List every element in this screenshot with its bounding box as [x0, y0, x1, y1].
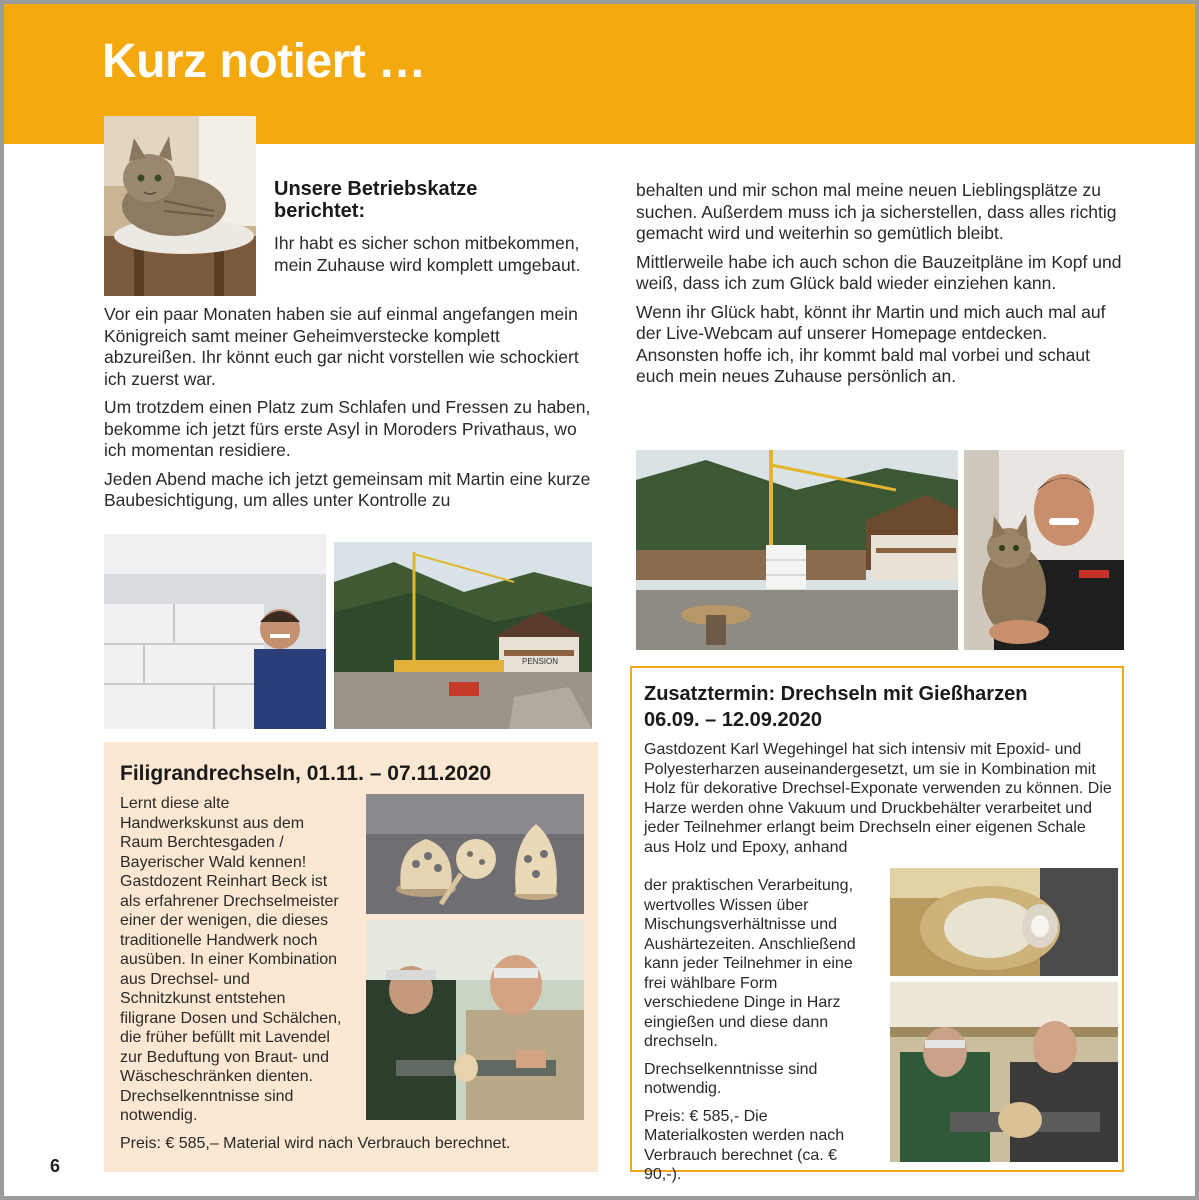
paragraph-5: Mittlerweile habe ich auch schon die Bauzeitpläne im Kopf und weiß, dass ich zum Glück bald wieder einziehen kann. — [636, 251, 1122, 293]
paragraph-3: Jeden Abend mache ich jetzt gemeinsam mit Martin eine kurze Baubesichtigung, um alles unter Kontrolle zu — [104, 468, 591, 510]
construction-photo-crane — [636, 450, 958, 650]
pension-sign-text: PENSION — [522, 657, 559, 666]
filigran-course-box — [104, 742, 598, 1172]
intro-text: Ihr habt es sicher schon mitbekommen, mein Zuhause wird komplett umgebaut. — [274, 233, 581, 275]
zusatz-body-top: Gastdozent Karl Wegehingel hat sich intensiv mit Epoxid- und Polyesterharzen auseinandergesetzt, um sie in Kombination mit Holz für dekorative Drechsel-Exponate verwenden zu können. Die Harze werden ohne Vakuum und Druckbehälter verarbeitet und jeder Teilnehmer erlangt beim Drechseln einer eigenen Schale aus Holz und Epoxy, anhand — [644, 741, 1112, 856]
cat-article-intro — [274, 233, 592, 283]
zusatz-price: Preis: € 585,- Die Materialkosten werden nach Verbrauch berechnet (ca. € 90,-). — [644, 1107, 845, 1183]
filigran-body: Lernt diese alte Handwerkskunst aus dem Raum Berchtesgaden / Bayerischer Wald kennen! Gastdozent Reinhart Beck ist als erfahrener Drechselmeister einer der wenigen, die dieses traditionelle Handwerk noch ausüben. In einer Kombination aus Drechsel- und Schnitzkunst entstehen filigrane Dosen und Schälchen, die früher befüllt mit Lavendel zur Beduftung von Braut- und Wäscheschränken dienten. — [120, 795, 342, 1085]
zusatz-title-line1: Zusatztermin: Drechseln mit Gießharzen — [644, 683, 1028, 705]
cat-article-col2 — [636, 180, 1124, 395]
cat-article-col1 — [104, 304, 592, 519]
paragraph-4: behalten und mir schon mal meine neuen Lieblingsplätze zu suchen. Außerdem muss ich ja sicherstellen, dass alles richtig gemacht wird und weiterhin so gemütlich bleibt. — [636, 180, 1117, 243]
filigran-note: Drechselkenntnisse sind notwendig. — [120, 1087, 294, 1124]
filigran-price: Preis: € 585,– Material wird nach Verbrauch berechnet. — [120, 1135, 511, 1152]
zusatz-note: Drechselkenntnisse sind notwendig. — [644, 1060, 818, 1097]
filigran-text — [120, 794, 342, 1126]
worker-photo — [104, 534, 326, 729]
cat-photo — [104, 116, 256, 296]
zusatz-title-line2: 06.09. – 12.09.2020 — [644, 709, 822, 731]
construction-photo-pension — [334, 542, 592, 729]
martin-with-cat-photo — [964, 450, 1124, 650]
page-title: Kurz notiert … — [102, 35, 426, 88]
paragraph-1: Vor ein paar Monaten haben sie auf einmal angefangen mein Königreich samt meiner Geheimverstecke komplett abzureißen. Ihr könnt euch gar nicht vorstellen wie schockiert ich zuerst war. — [104, 304, 579, 389]
zusatz-side-text — [644, 876, 874, 1185]
cat-article-title: Unsere Betriebskatze berichtet: — [274, 178, 478, 222]
paragraph-6: Wenn ihr Glück habt, könnt ihr Martin und mich auch mal auf der Live-Webcam auf unserer Homepage entdecken. Ansonsten hoffe ich, ihr kommt bald mal vorbei und schaut euch mein neues Zuhause persönlich an. — [636, 301, 1106, 386]
filigran-title: Filigrandrechseln, 01.11. – 07.11.2020 — [120, 762, 492, 785]
turned-boxes-photo — [366, 794, 584, 914]
resin-bowl-photo — [890, 868, 1118, 976]
page-number: 6 — [50, 1156, 61, 1176]
zusatztermin-course-box — [630, 666, 1124, 1183]
resin-workshop-photo — [890, 982, 1118, 1162]
zusatz-body-side: der praktischen Verarbeitung, wertvolles Wissen über Mischungsverhältnisse und Aushärtezeiten. Anschließend kann jeder Teilnehmer in eine frei wählbare Form verschiedene Dinge in Harz eingießen und diese dann drechseln. — [644, 877, 856, 1050]
paragraph-2: Um trotzdem einen Platz zum Schlafen und Fressen zu haben, bekomme ich jetzt fürs erste Asyl in Moroders Privathaus, wo ich momentan residiere. — [104, 397, 591, 460]
turners-workshop-photo — [366, 920, 584, 1120]
